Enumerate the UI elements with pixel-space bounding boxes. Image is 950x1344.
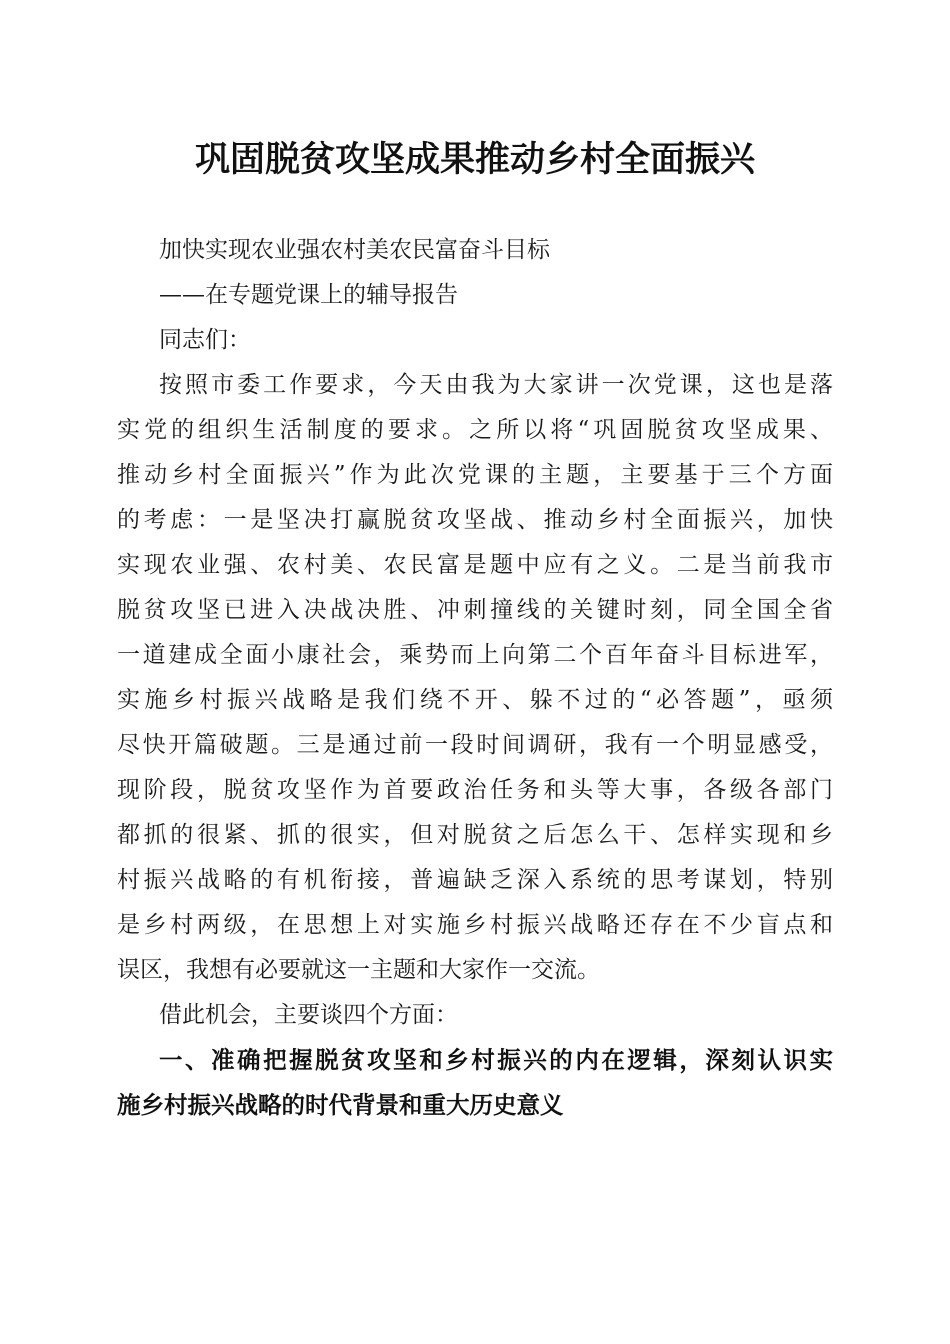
paragraph-line: 一道建成全面小康社会，乘势而上向第二个百年奋斗目标进军， xyxy=(117,642,833,668)
document-title: 巩固脱贫攻坚成果推动乡村全面振兴 xyxy=(194,140,755,180)
paragraph-line: 误区，我想有必要就这一主题和大家作一交流。 xyxy=(117,957,600,983)
paragraph-line: 都抓的很紧、抓的很实，但对脱贫之后怎么干、怎样实现和乡 xyxy=(117,822,833,848)
paragraph-line: 实党的组织生活制度的要求。之所以将“巩固脱贫攻坚成果、 xyxy=(117,417,833,443)
section-heading-line: 一、准确把握脱贫攻坚和乡村振兴的内在逻辑，深刻认识实 xyxy=(159,1046,833,1074)
paragraph-line: 推动乡村全面振兴”作为此次党课的主题，主要基于三个方面 xyxy=(117,462,833,488)
paragraph-line: 村振兴战略的有机衔接，普遍缺乏深入系统的思考谋划，特别 xyxy=(117,867,833,893)
paragraph-line: 是乡村两级，在思想上对实施乡村振兴战略还存在不少盲点和 xyxy=(117,912,833,938)
subtitle-dash-line: ——在专题党课上的辅导报告 xyxy=(159,282,458,308)
paragraph-intro: 借此机会，主要谈四个方面： xyxy=(159,1002,458,1028)
paragraph-line: 实现农业强、农村美、农民富是题中应有之义。二是当前我市 xyxy=(117,552,833,578)
subtitle: 加快实现农业强农村美农民富奋斗目标 xyxy=(159,237,550,263)
paragraph-line: 的考虑：一是坚决打赢脱贫攻坚战、推动乡村全面振兴，加快 xyxy=(117,507,833,533)
paragraph-line: 按照市委工作要求，今天由我为大家讲一次党课，这也是落 xyxy=(159,372,833,398)
paragraph-line: 实施乡村振兴战略是我们绕不开、躲不过的“必答题”，亟须 xyxy=(117,687,833,713)
salutation: 同志们： xyxy=(159,327,251,353)
paragraph-line: 脱贫攻坚已进入决战决胜、冲刺撞线的关键时刻，同全国全省 xyxy=(117,597,833,623)
section-heading-line: 施乡村振兴战略的时代背景和重大历史意义 xyxy=(117,1091,564,1119)
paragraph-line: 尽快开篇破题。三是通过前一段时间调研，我有一个明显感受， xyxy=(117,732,833,758)
paragraph-line: 现阶段，脱贫攻坚作为首要政治任务和头等大事，各级各部门 xyxy=(117,777,833,803)
document-body xyxy=(117,228,833,1128)
